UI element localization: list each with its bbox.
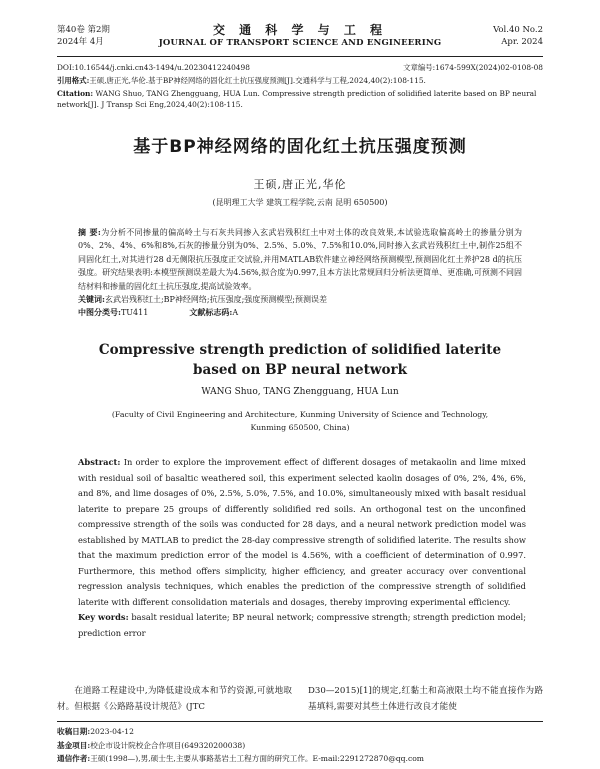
affiliation-en	[0, 408, 600, 434]
doi[interactable]: DOI:10.16544/j.cnki.cn43-1494/u.20230412240498	[57, 63, 250, 72]
volume-issue-en: Vol.40 No.2	[493, 25, 543, 35]
abstract-cn-body	[78, 226, 522, 293]
citation-cn-label: 引用格式:	[57, 76, 90, 85]
authors-cn: 王硕,唐正光,华伦	[253, 178, 347, 191]
journal-name-en: JOURNAL OF TRANSPORT SCIENCE AND ENGINEERING	[158, 38, 442, 48]
doc-code-label: 文献标志码:	[189, 307, 233, 318]
date-en: Apr. 2024	[501, 37, 543, 47]
header-volume-en	[493, 24, 543, 48]
citation-cn	[57, 75, 543, 86]
abstract-en	[78, 455, 526, 641]
abstract-cn-text: 为分析不同掺量的偏高岭土与石灰共同掺入玄武岩残积红土中对土体的改良效果,本试验选取偏高岭土的掺量分别为0%、2%、4%、6%和8%,石灰的掺量分别为0%、2.5%、5.0%、7.5%和10.0%,同时掺入玄武岩残积红土中,制作25组不同固化红土,对其进行28 d无侧限抗压强度正交试验,并用MATLAB软件建立神经网络预测模型,预测固化红土养护28 d的抗压强度。研究结果表明:本模型预测误差最大为4.56%,拟合度为0.997,且本方法比常规回归分析法更简单、更准确,可预测不同固结材料和掺量的固化红土抗压强度,提高试验效率。	[78, 228, 522, 291]
corresponding-author	[57, 752, 543, 766]
fund-label: 基金项目:	[57, 740, 91, 750]
citation-en-label: Citation:	[57, 89, 94, 98]
author-label: 通信作者:	[57, 754, 91, 764]
article-number: 文章编号:1674-599X(2024)02-0108-08	[403, 63, 543, 72]
title-cn: 基于BP神经网络的固化红土抗压强度预测	[133, 137, 467, 157]
clc-label: 中图分类号:	[78, 307, 121, 318]
received-value: 2023-04-12	[90, 727, 134, 736]
keywords-cn-text: 玄武岩残积红土;BP神经网络;抗压强度;强度预测模型;预测误差	[104, 295, 327, 305]
doi-row	[57, 62, 543, 73]
footnote	[57, 721, 543, 766]
running-header	[57, 22, 543, 57]
classification-row	[78, 306, 522, 319]
fund-info	[57, 739, 543, 753]
citation-cn-text: 王硕,唐正光,华伦.基于BP神经网络的固化红土抗压强度预测[J].交通科学与工程,2024,40(2):108-115.	[89, 76, 426, 85]
keywords-en	[78, 610, 526, 641]
body-column-2: D30—2015)[1]的规定,红黏土和高液限土均不能直接作为路基填料,需要对其些土体进行改良才能使	[308, 686, 543, 712]
abstract-en-text: In order to explore the improvement effect of different dosages of metakaolin and lime mixed with residual soil of basaltic weathered soil, this experiment selected kaolin dosages of 0%, 2%, 4%, 6%, and 8%, and lime dosages of 0%, 2.5%, 5.0%, 7.5%, and 10.0%, simultaneously mixed with basalt residual laterite to prepare 25 groups of differently solidified red soils. An orthogonal test on the unconfined compressive strength of the soils was conducted for 28 days, and a neural network prediction model was established by MATLAB to predict the 28-day compressive strength of solidified laterite. The results show that the maximum prediction error of the model is 4.56%, with a coefficient of determination of 0.997. Furthermore, this method offers simplicity, higher efficiency, and greater accuracy over conventional regression analysis techniques, which enables the prediction of the compressive strength of solidified laterite with different consolidation materials and dosages, thereby improving experimental efficiency.	[78, 457, 526, 607]
keywords-en-label: Key words:	[78, 612, 129, 622]
journal-name-cn: 交 通 科 学 与 工 程	[212, 23, 388, 37]
volume-issue-cn: 第40卷 第2期	[57, 25, 110, 35]
fund-value: 校企市设计院校企合作项目(649320200038)	[90, 740, 246, 750]
author-value: 王硕(1998—),男,硕士生,主要从事路基岩土工程方面的研究工作。E-mail:2291272870@qq.com	[90, 754, 424, 764]
abstract-cn-label: 摘 要:	[78, 227, 101, 237]
body-column-1: 在道路工程建设中,为降低建设成本和节约资源,可就地取材。但根据《公路路基设计规范》(JTC	[57, 686, 292, 712]
authors-en: WANG Shuo, TANG Zhengguang, HUA Lun	[201, 387, 399, 397]
date-cn: 2024年 4月	[57, 37, 104, 47]
title-en: Compressive strength prediction of solidified laterite based on BP neural network	[98, 342, 502, 378]
citation-en	[57, 88, 543, 110]
received-date	[57, 725, 543, 739]
keywords-cn-label: 关键词:	[78, 294, 105, 305]
journal-name	[57, 23, 543, 49]
affiliation-en-line2: Kunming 650500, China)	[250, 423, 350, 432]
abstract-en-body	[78, 455, 526, 610]
clc-number: TU411	[120, 308, 149, 318]
keywords-en-text: basalt residual laterite; BP neural network; compressive strength; strength prediction model; prediction error	[78, 612, 526, 638]
received-label: 收稿日期:	[57, 727, 91, 736]
doc-code: A	[232, 308, 239, 318]
abstract-en-label: Abstract:	[78, 457, 121, 467]
abstract-cn	[78, 226, 522, 320]
keywords-cn	[78, 293, 522, 306]
citation-en-text: WANG Shuo, TANG Zhengguang, HUA Lun. Compressive strength prediction of solidified laterite based on BP neural network[J]. J Transp Sci Eng,2024,40(2):108-115.	[57, 89, 537, 109]
body-text	[57, 683, 543, 715]
article-meta	[57, 62, 543, 110]
affiliation-en-line1: (Faculty of Civil Engineering and Architecture, Kunming University of Science and Technology,	[111, 410, 489, 419]
affiliation-cn: (昆明理工大学 建筑工程学院,云南 昆明 650500)	[212, 198, 388, 207]
